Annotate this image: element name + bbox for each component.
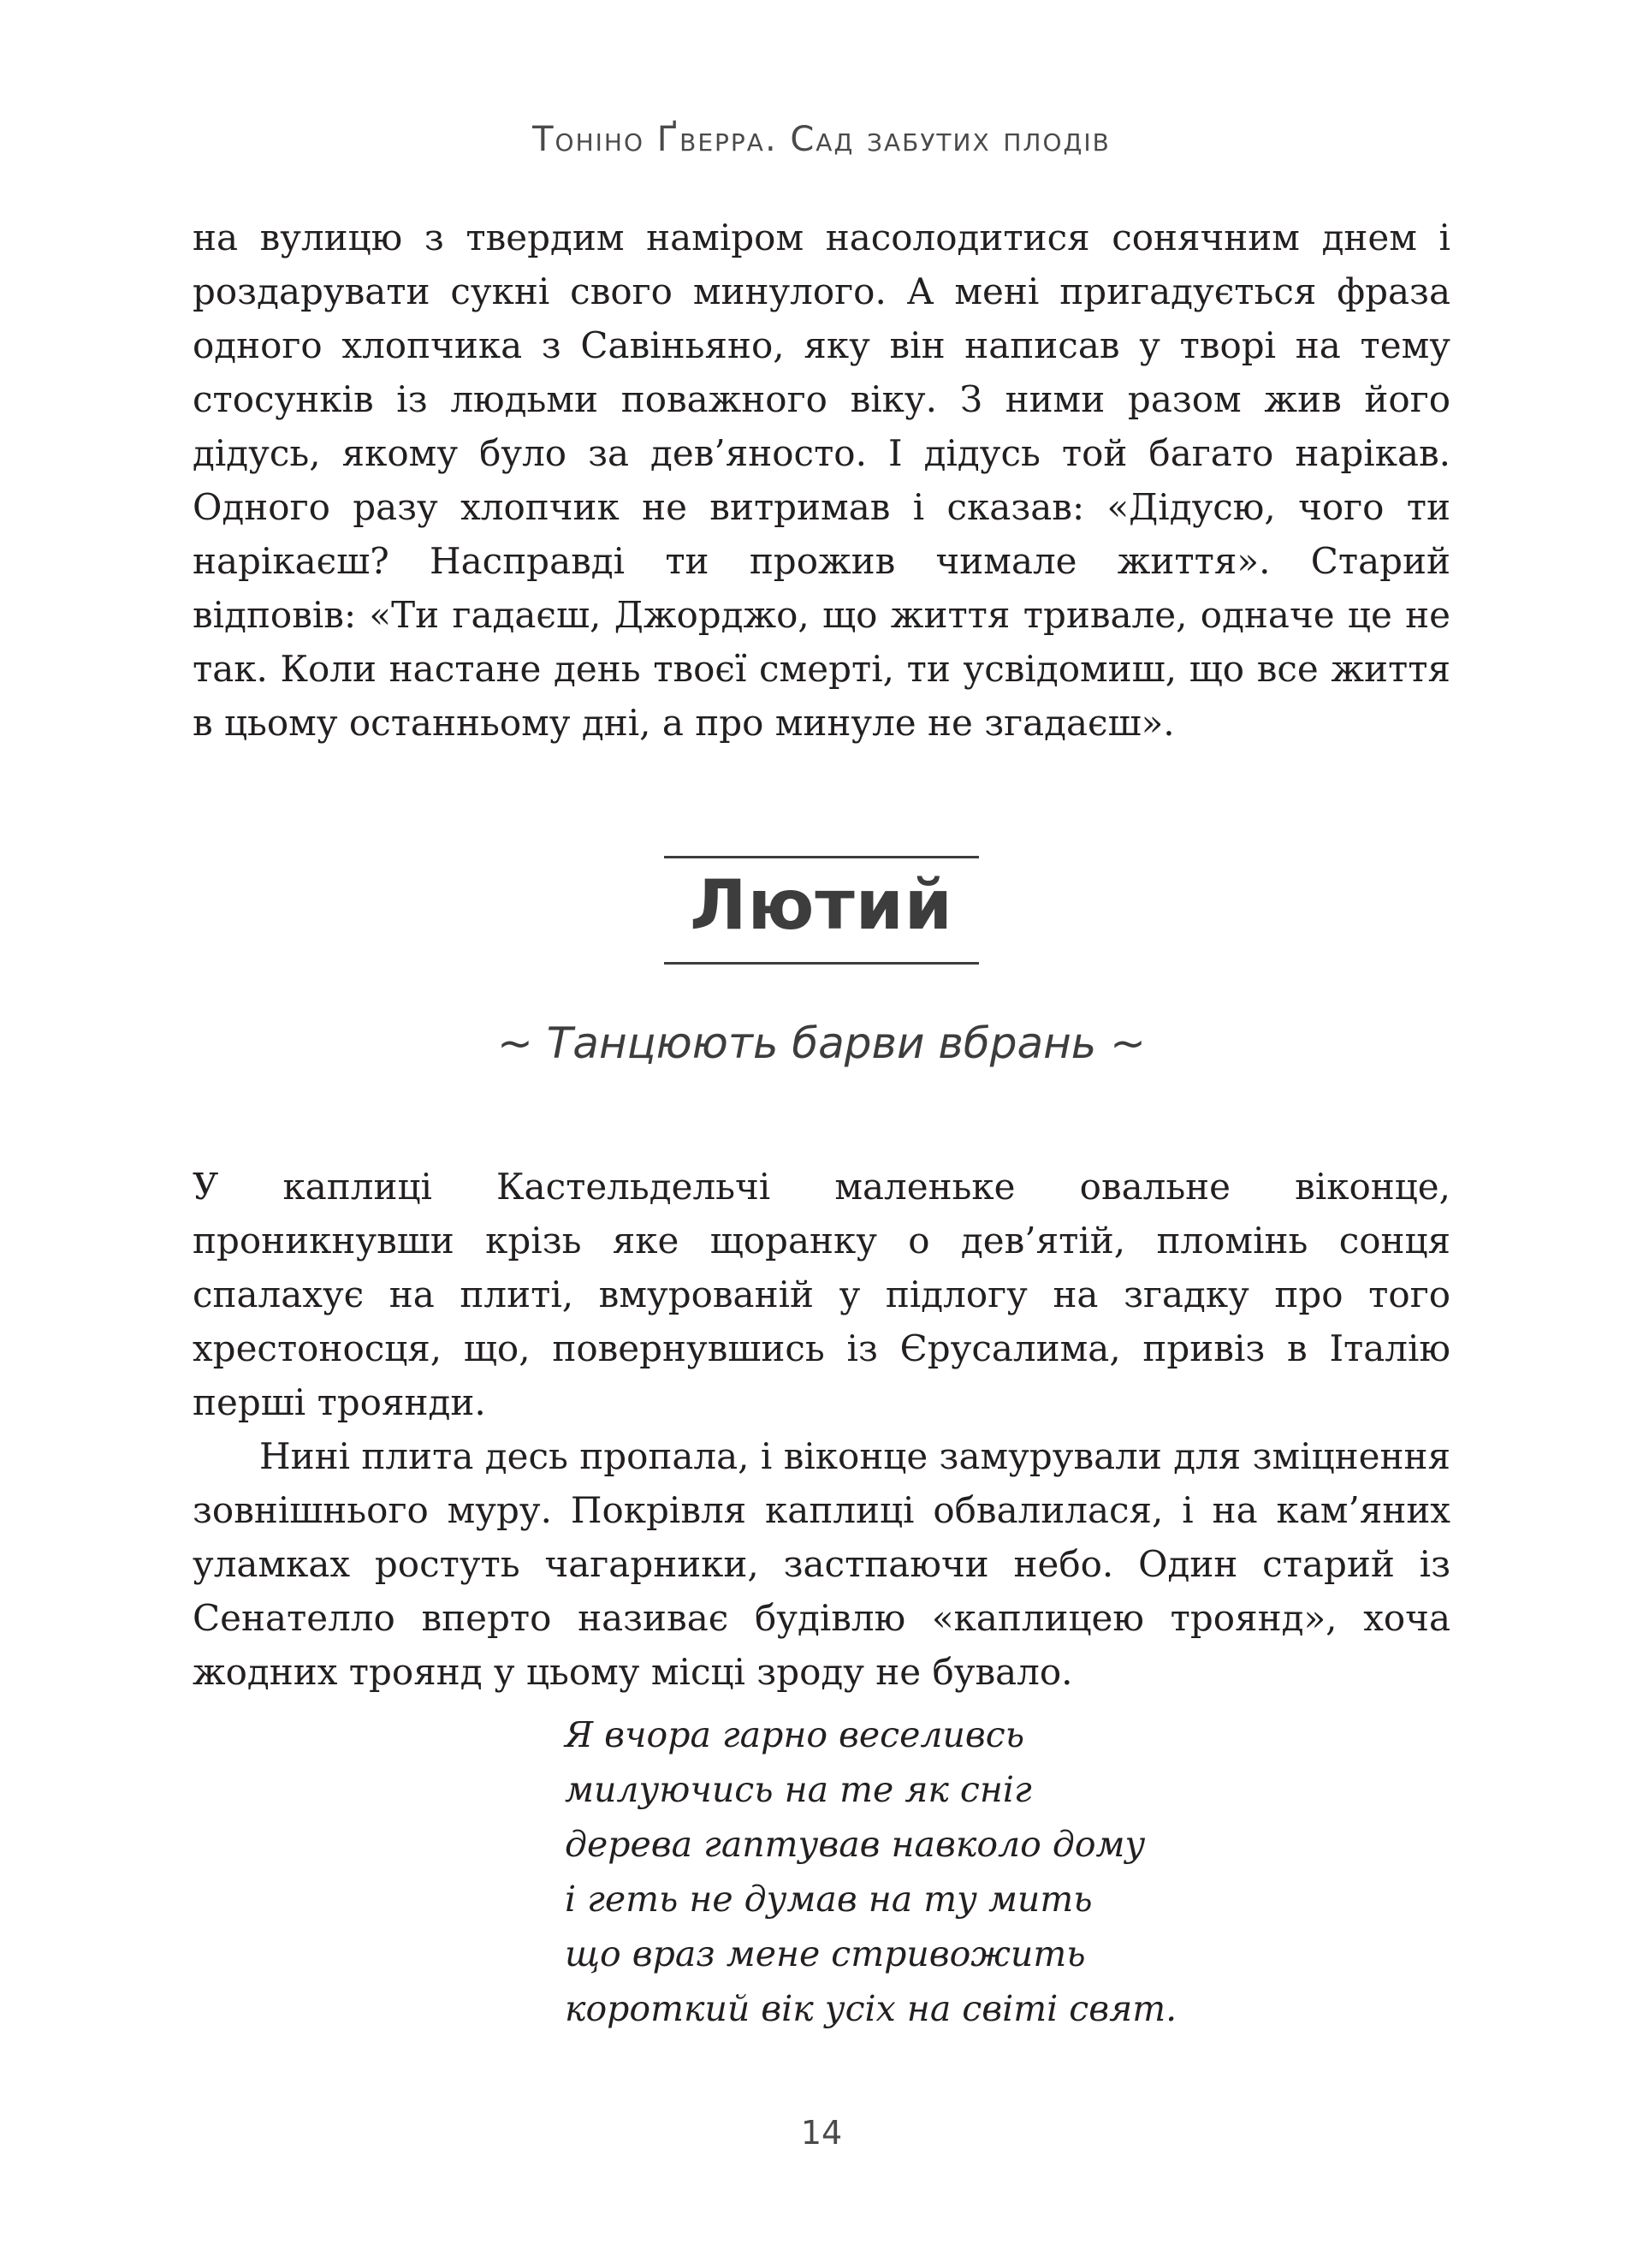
- poem-line: і геть не думав на ту мить: [565, 1879, 1093, 1920]
- text-block-top: [193, 211, 1450, 750]
- poem-line: короткий вік усіх на світі свят.: [565, 1988, 1177, 2029]
- poem-line: Я вчора гарно веселивсь: [565, 1714, 1025, 1755]
- running-head: Тоніно Ґверра. Сад забутих плодів: [532, 120, 1111, 159]
- paragraph-continued: на вулицю з твердим наміром насолодитися сонячним днем і роздарувати сукні свого минулого. А мені пригадується фраза одного хлопчика з Савіньяно, яку він написав у творі на тему стосунків із людьми поважного віку. З ними разом жив його дідусь, якому було за дев’яносто. І дідусь той багато нарікав. Одного разу хлопчик не витримав і сказав: «Дідусю, чого ти нарікаєш? Насправді ти прожив чимале життя». Старий відповів: «Ти гадаєш, Джорджо, що життя тривале, одначе це не так. Коли настане день твоєї смерті, ти усвідомиш, що все життя в цьому останньому дні, а про минуле не згадаєш».: [193, 217, 1450, 744]
- text-block-main: [193, 1160, 1450, 1699]
- paragraph: У каплиці Кастельдельчі маленьке овальне віконце, проникнувши крізь яке щоранку о дев’ятій, пломінь сонця спалахує на плиті, вмурованій у підлогу на згадку про того хрестоносця, що, повернувшись із Єрусалима, привіз в Італію перші троянди.: [193, 1166, 1450, 1423]
- chapter-title: Лютий: [664, 856, 979, 965]
- chapter-subtitle: ~ Танцюють барви вбрань ~: [496, 1018, 1147, 1068]
- chapter-heading: [0, 856, 1643, 965]
- poem-line: дерева гаптував навколо дому: [565, 1824, 1146, 1865]
- paragraph: Нині плита десь пропала, і віконце замурували для зміцнення зовнішнього муру. Покрівля каплиці обвалилася, і на кам’яних уламках ростуть чагарники, застпаючи небо. Один старий із Сенателло вперто називає будівлю «каплицею троянд», хоча жодних троянд у цьому місці зроду не бувало.: [193, 1435, 1450, 1693]
- poem-line: милуючись на те як сніг: [565, 1769, 1032, 1810]
- page-number: 14: [800, 2114, 843, 2152]
- poem-line: що враз мене стривожить: [565, 1933, 1086, 1974]
- poem: [565, 1707, 1177, 2036]
